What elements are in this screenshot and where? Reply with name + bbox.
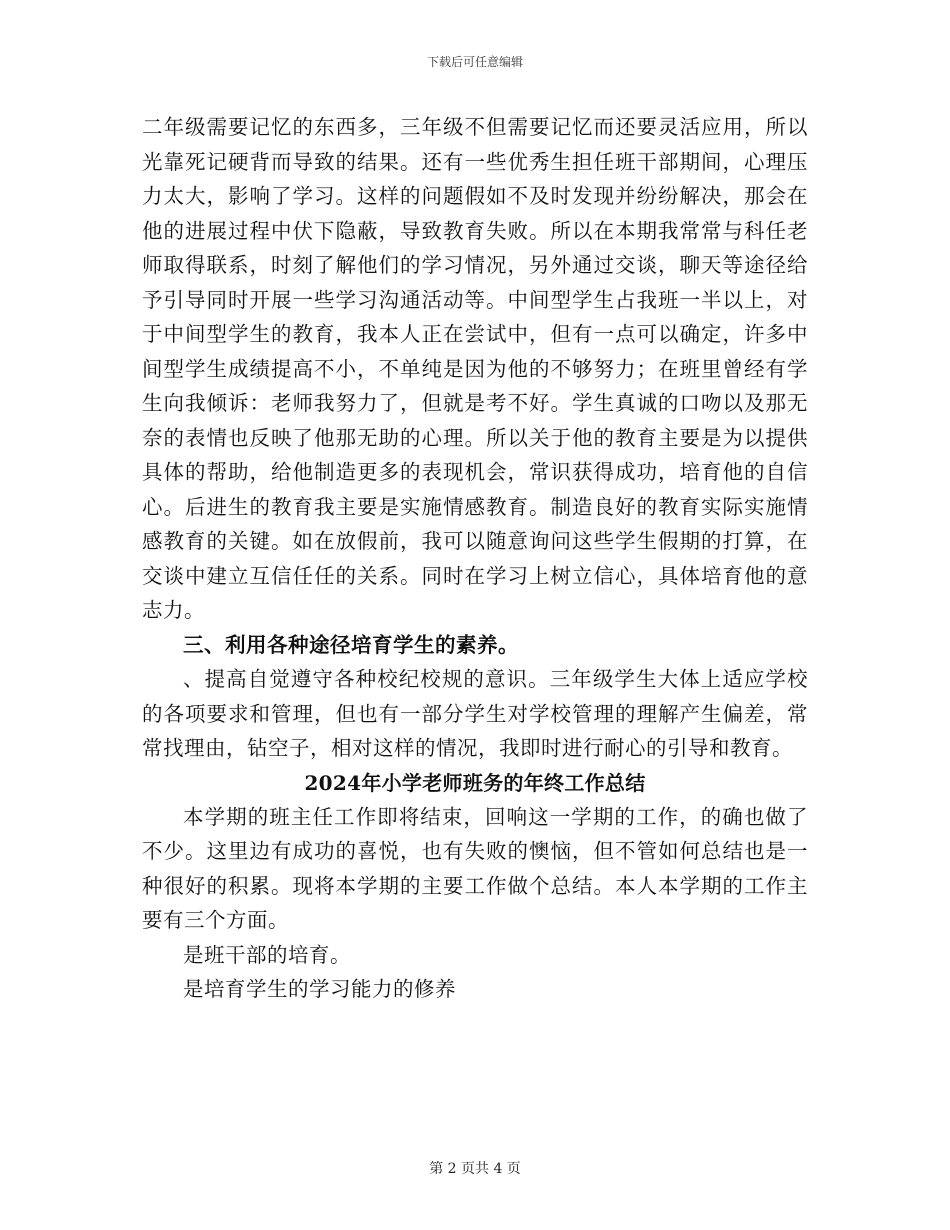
page-header: 下载后可任意编辑: [426, 55, 523, 69]
document-title: 2024年小学老师班务的年终工作总结: [304, 770, 646, 795]
paragraph-school-rules: 、提高自觉遵守各种校纪校规的意识。三年级学生大体上适应学校的各项要求和管理，但也有一部分学生对学校管理的理解产生偏差，常常找理由，钻空子，相对这样的情况，我即时进行耐心的引导和教育。: [142, 667, 808, 760]
page-footer: 第 2 页共 4 页: [429, 1161, 521, 1177]
paragraph-summary-intro: 本学期的班主任工作即将结束，回响这一学期的工作，的确也做了不少。这里边有成功的喜悦，也有失败的懊恼，但不管如何总结也是一种很好的积累。现将本学期的主要工作做个总结。本人本学期的工作主要有三个方面。: [142, 804, 808, 932]
paragraph-student-education: 二年级需要记忆的东西多，三年级不但需要记忆而还要灵活应用，所以光靠死记硬背而导致的结果。还有一些优秀生担任班干部期间，心理压力太大，影响了学习。这样的问题假如不及时发现并纷纷解决，那会在他的进展过程中伏下隐蔽，导致教育失败。所以在本期我常常与科任老师取得联系，时刻了解他们的学习情况，另外通过交谈，聊天等途径给予引导同时开展一些学习沟通活动等。中间型学生占我班一半以上，对于中间型学生的教育，我本人正在尝试中，但有一点可以确定，许多中间型学生成绩提高不小，不单纯是因为他的不够努力；在班里曾经有学生向我倾诉：老师我努力了，但就是考不好。学生真诚的口吻以及那无奈的表情也反映了他那无助的心理。所以关于他的教育主要是为以提供具体的帮助，给他制造更多的表现机会，常识获得成功，培育他的自信心。后进生的教育我主要是实施情感教育。制造良好的教育实际实施情感教育的关键。如在放假前，我可以随意询问这些学生假期的打算，在交谈中建立互信任任的关系。同时在学习上树立信心，具体培育他的意志力。: [142, 115, 808, 622]
section-heading-three: 三、利用各种途径培育学生的素养。: [183, 632, 519, 657]
list-item-class-cadre: 是班干部的培育。: [183, 942, 351, 967]
list-item-learning-ability: 是培育学生的学习能力的修养: [183, 977, 456, 1001]
document-body: [142, 110, 808, 1007]
